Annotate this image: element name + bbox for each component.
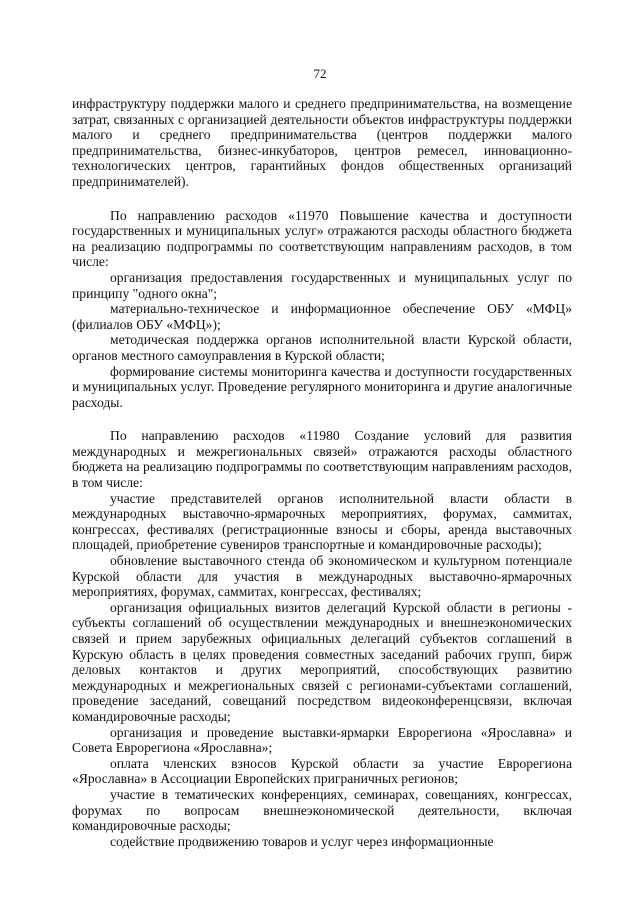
list-item-exhibition-participation: участие представителей органов исполнительной власти области в международных выставочно-ярмарочных мероприятиях, форумах, саммитах, конгрессах, фестивалях (регистрационные взносы и сборы, аренда выставочных площадей, приобретение сувениров транспортные и командировочные расходы); — [72, 490, 572, 553]
list-item-one-window: организация предоставления государственных и муниципальных услуг по принципу "одного окна"; — [72, 269, 572, 301]
list-item-stand-update: обновление выставочного стенда об экономическом и культурном потенциале Курской области для участия в международных выставочно-ярмарочных мероприятиях, форумах, саммитах, конгрессах, фестивалях; — [72, 553, 572, 600]
list-item-quality-monitoring: формирование системы мониторинга качества и доступности государственных и муниципальных услуг. Проведение регулярного мониторинга и другие аналогичные расходы. — [72, 363, 572, 410]
document-body — [72, 96, 572, 849]
list-item-membership-fees: оплата членских взносов Курской области за участие Еврорегиона «Ярославна» в Ассоциации Европейских приграничных регионов; — [72, 755, 572, 787]
list-item-methodical-support: методическая поддержка органов исполнительной власти Курской области, органов местного самоуправления в Курской области; — [72, 332, 572, 363]
page-number: 72 — [313, 66, 327, 81]
list-item-mfc-support: материально-техническое и информационное обеспечение ОБУ «МФЦ» (филиалов ОБУ «МФЦ»); — [72, 301, 572, 332]
paragraph-infrastructure-continuation: инфраструктуру поддержки малого и среднего предпринимательства, на возмещение затрат, связанных с организацией деятельности объектов инфраструктуры поддержки малого и среднего предпринимательства (центров поддержки малого предпринимательства, бизнес-инкубаторов, центров ремесел, инновационно-технологических центров, гарантийных фондов общественных организаций предпринимателей). — [72, 96, 572, 189]
list-item-official-visits: организация официальных визитов делегаций Курской области в регионы - субъекты соглашений об осуществлении международных и внешнеэкономических связей и прием зарубежных официальных делегаций субъектов соглашений в Курскую область в целях проведения совместных заседаний рабочих групп, бирж деловых контактов и других мероприятий, способствующих развитию международных и межрегиональных связей с регионами-субъектами соглашений, проведение заседаний, совещаний посредством видеоконференцсвязи, включая командировочные расходы; — [72, 599, 572, 724]
list-item-thematic-conferences: участие в тематических конференциях, семинарах, совещаниях, конгрессах, форумах по вопросам внешнеэкономической деятельности, включая командировочные расходы; — [72, 786, 572, 834]
paragraph-11970-intro: По направлению расходов «11970 Повышение качества и доступности государственных и муниципальных услуг» отражаются расходы областного бюджета на реализацию подпрограммы по соответствующим направлениям расходов, в том числе: — [72, 207, 572, 270]
list-item-yaroslavna-fair: организация и проведение выставки-ярмарки Еврорегиона «Ярославна» и Совета Еврорегиона «Ярославна»; — [72, 724, 572, 756]
list-item-goods-promotion: содействие продвижению товаров и услуг через информационные — [110, 833, 494, 849]
paragraph-11980-intro: По направлению расходов «11980 Создание условий для развития международных и межрегиональных связей» отражаются расходы областного бюджета на реализацию подпрограммы по соответствующим направлениям расходов, в том числе: — [72, 428, 572, 491]
